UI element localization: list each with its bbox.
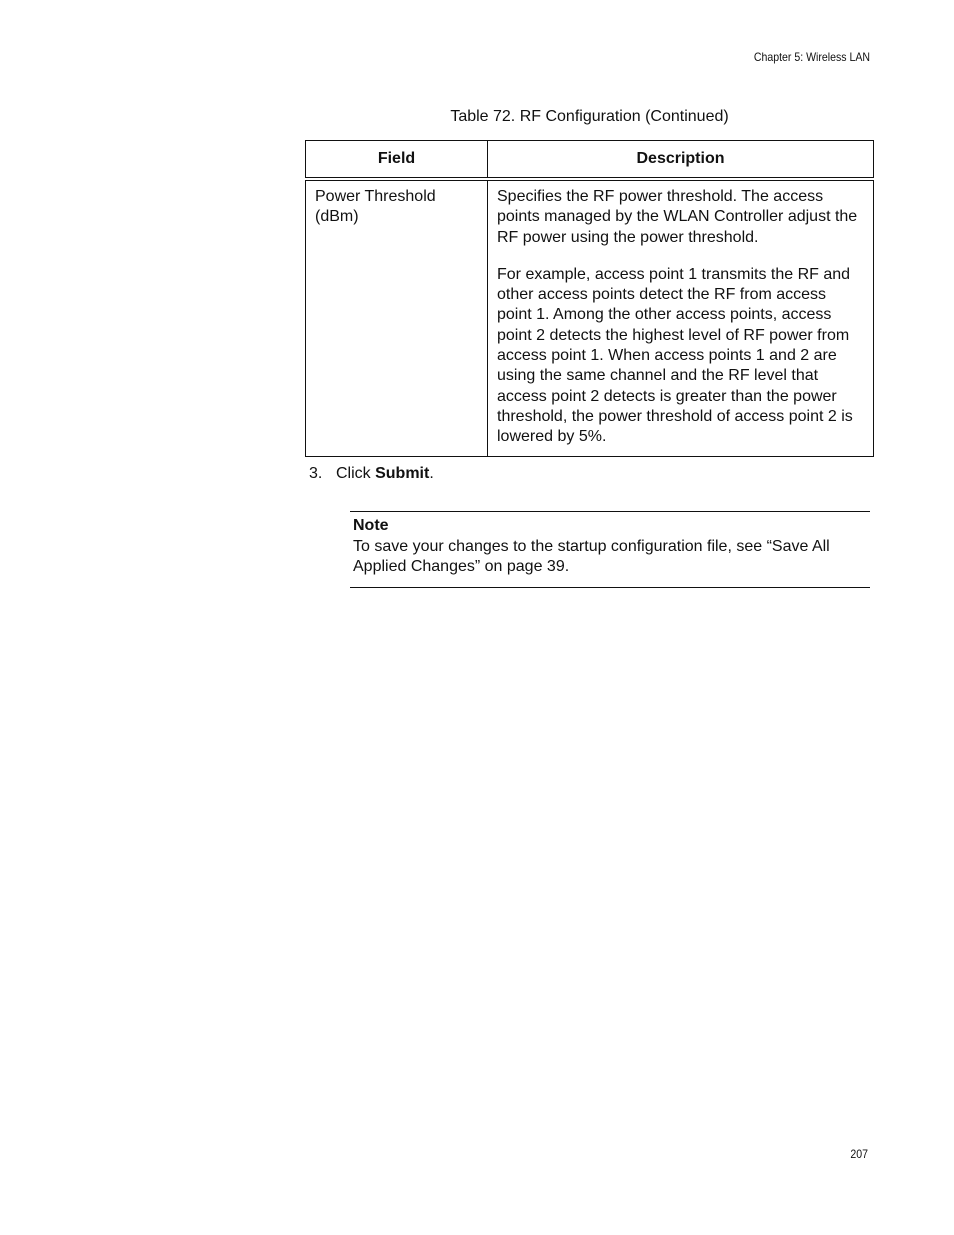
page-number: 207 <box>850 1147 868 1161</box>
description-paragraph: Specifies the RF power threshold. The access points managed by the WLAN Controller adjust the RF power using the power threshold. <box>497 188 858 246</box>
procedure-step <box>309 465 434 483</box>
note-box <box>350 511 870 588</box>
step-number: 3. <box>309 465 323 482</box>
column-header-field: Field <box>306 141 488 180</box>
step-text: Click <box>336 465 376 482</box>
description-cell <box>488 179 874 456</box>
step-action: Submit <box>375 465 430 482</box>
table-header-row <box>306 141 874 180</box>
step-punctuation: . <box>429 465 434 482</box>
note-title: Note <box>353 517 389 534</box>
table-caption: Table 72. RF Configuration (Continued) <box>450 108 729 125</box>
column-header-description: Description <box>488 141 874 180</box>
rf-configuration-table <box>305 140 874 457</box>
running-header: Chapter 5: Wireless LAN <box>753 50 870 64</box>
description-paragraph: For example, access point 1 transmits the RF and other access points detect the RF from access point 1. Among the other access points, access point 2 detects the highest level of RF power from access point 1. When access points 1 and 2 are using the same channel and the RF level that access point 2 detects is greater than the power threshold, the power threshold of access point 2 is lowered by 5%. <box>497 265 853 446</box>
field-cell: Power Threshold (dBm) <box>306 179 488 456</box>
note-text: To save your changes to the startup configuration file, see “Save All Applied Changes” on page 39. <box>353 537 830 575</box>
table-row <box>306 179 874 456</box>
